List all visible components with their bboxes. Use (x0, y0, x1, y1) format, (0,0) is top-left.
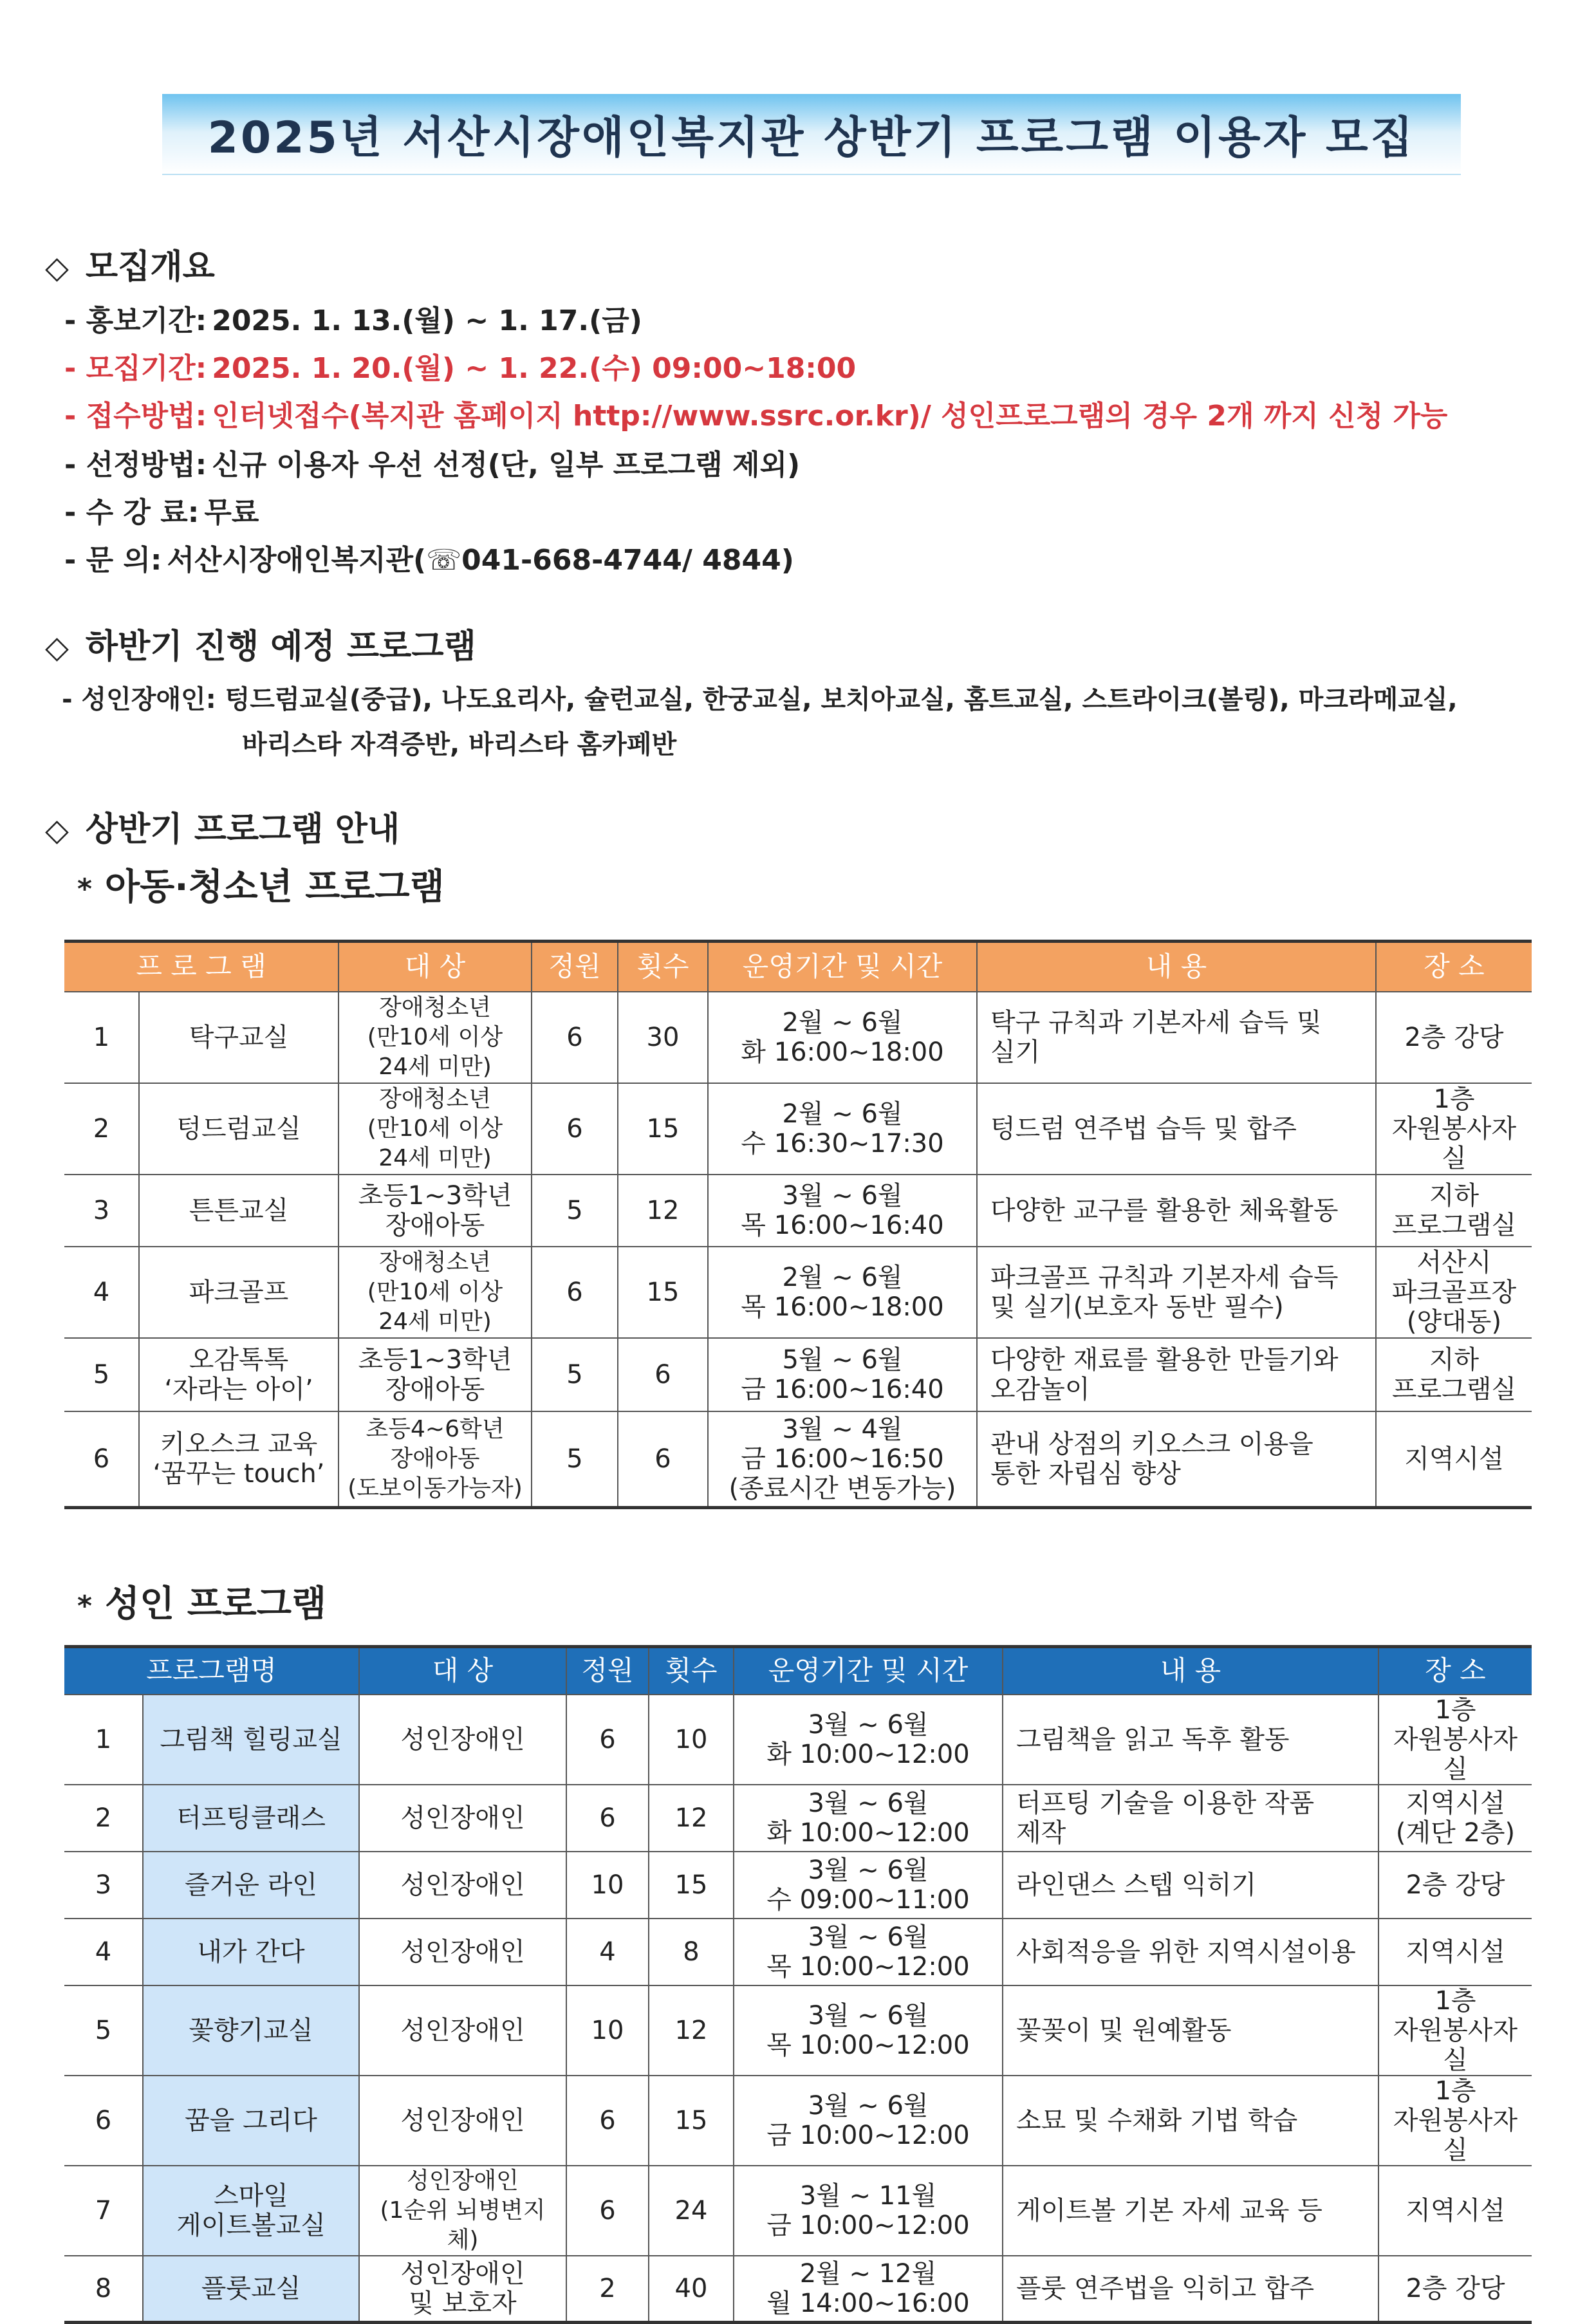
youth-cell-program-name: 키오스크 교육 ‘꿈꾸는 touch’ (139, 1411, 339, 1508)
second-half-line-1: - 성인장애인: 텅드럼교실(중급), 나도요리사, 슐런교실, 한궁교실, 보치아교실, 홈트교실, 스트라이크(볼링), 마크라메교실, (62, 685, 1458, 714)
adult-cell-row-number: 1 (64, 1695, 143, 1785)
adult-cell-target: 성인장애인 (359, 1785, 566, 1852)
adult-cell-content: 꽃꽂이 및 원예활동 (1003, 1985, 1378, 2076)
overview-item (64, 393, 1447, 434)
adult-cell-period: 3월 ~ 6월 화 10:00~12:00 (734, 1785, 1003, 1852)
adult-table-row (64, 1695, 1532, 1785)
adult-cell-capacity: 4 (566, 1919, 649, 1985)
adult-cell-content: 라인댄스 스텝 익히기 (1003, 1852, 1378, 1919)
youth-cell-target: 초등4~6학년 장애아동 (도보이동가능자) (339, 1411, 532, 1508)
youth-cell-period: 3월 ~ 6월 목 16:00~16:40 (708, 1175, 977, 1247)
adult-cell-capacity: 6 (566, 2166, 649, 2256)
adult-cell-capacity: 2 (566, 2256, 649, 2323)
adult-cell-period: 2월 ~ 12월 월 14:00~16:00 (734, 2256, 1003, 2323)
adult-cell-capacity: 10 (566, 1985, 649, 2076)
diamond-bullet-icon: ◇ (45, 250, 69, 286)
adult-cell-session-count: 12 (649, 1985, 734, 2076)
youth-cell-capacity: 6 (532, 992, 618, 1083)
youth-cell-capacity: 5 (532, 1338, 618, 1411)
document-title: 2025년 서산시장애인복지관 상반기 프로그램 이용자 모집 (207, 112, 1416, 163)
adult-program-table (64, 1645, 1532, 2324)
youth-cell-content: 다양한 교구를 활용한 체육활동 (977, 1175, 1376, 1247)
youth-cell-period: 2월 ~ 6월 수 16:30~17:30 (708, 1083, 977, 1175)
adult-cell-session-count: 15 (649, 1852, 734, 1919)
adult-cell-content: 사회적응을 위한 지역시설이용 (1003, 1919, 1378, 1985)
adult-header-target: 대 상 (359, 1647, 566, 1695)
overview-heading: ◇ 모집개요 (45, 248, 215, 286)
youth-cell-row-number: 6 (64, 1411, 139, 1508)
adult-cell-place: 2층 강당 (1378, 2256, 1532, 2323)
overview-item-value: 신규 이용자 우선 선정(단, 일부 프로그램 제외) (212, 449, 801, 481)
youth-cell-program-name: 파크골프 (139, 1247, 339, 1338)
adult-header-period: 운영기간 및 시간 (734, 1647, 1003, 1695)
youth-programs-heading: * 아동·청소년 프로그램 (77, 866, 445, 908)
adult-cell-target: 성인장애인 및 보호자 (359, 2256, 566, 2323)
adult-programs-heading: * 성인 프로그램 (77, 1583, 327, 1625)
youth-cell-place: 1층 자원봉사자실 (1376, 1083, 1532, 1175)
diamond-bullet-icon: ◇ (45, 629, 69, 665)
adult-cell-period: 3월 ~ 6월 목 10:00~12:00 (734, 1985, 1003, 2076)
youth-header-period: 운영기간 및 시간 (708, 942, 977, 992)
youth-cell-period: 5월 ~ 6월 금 16:00~16:40 (708, 1338, 977, 1411)
adult-cell-session-count: 12 (649, 1785, 734, 1852)
youth-cell-content: 텅드럼 연주법 습득 및 합주 (977, 1083, 1376, 1175)
adult-cell-row-number: 6 (64, 2076, 143, 2166)
adult-cell-period: 3월 ~ 6월 화 10:00~12:00 (734, 1695, 1003, 1785)
youth-cell-program-name: 탁구교실 (139, 992, 339, 1083)
overview-item-key: - 모집기간: (64, 352, 207, 385)
adult-cell-capacity: 10 (566, 1852, 649, 1919)
youth-header-program: 프 로 그 램 (64, 942, 339, 992)
youth-cell-session-count: 15 (618, 1247, 708, 1338)
youth-cell-session-count: 30 (618, 992, 708, 1083)
adult-cell-target: 성인장애인 (359, 1919, 566, 1985)
youth-cell-capacity: 5 (532, 1175, 618, 1247)
adult-cell-place: 지역시설 (1378, 2166, 1532, 2256)
adult-cell-capacity: 6 (566, 2076, 649, 2166)
adult-cell-program-name: 스마일 게이트볼교실 (143, 2166, 359, 2256)
adult-table-row (64, 1919, 1532, 1985)
youth-table-row (64, 1411, 1532, 1508)
youth-cell-period: 2월 ~ 6월 목 16:00~18:00 (708, 1247, 977, 1338)
adult-cell-content: 게이트볼 기본 자세 교육 등 (1003, 2166, 1378, 2256)
adult-cell-session-count: 40 (649, 2256, 734, 2323)
adult-cell-content: 터프팅 기술을 이용한 작품 제작 (1003, 1785, 1378, 1852)
adult-cell-period: 3월 ~ 6월 목 10:00~12:00 (734, 1919, 1003, 1985)
adult-cell-target: 성인장애인 (1순위 뇌병변지체) (359, 2166, 566, 2256)
youth-cell-row-number: 1 (64, 992, 139, 1083)
youth-table-row (64, 1247, 1532, 1338)
youth-cell-capacity: 6 (532, 1083, 618, 1175)
second-half-line-2: 바리스타 자격증반, 바리스타 홈카페반 (242, 730, 677, 759)
adult-cell-program-name: 플룻교실 (143, 2256, 359, 2323)
second-half-programs (62, 677, 1458, 767)
adult-cell-content: 소묘 및 수채화 기법 학습 (1003, 2076, 1378, 2166)
youth-cell-program-name: 텅드럼교실 (139, 1083, 339, 1175)
adult-cell-program-name: 그림책 힐링교실 (143, 1695, 359, 1785)
adult-table-row (64, 1785, 1532, 1852)
adult-cell-row-number: 2 (64, 1785, 143, 1852)
youth-cell-capacity: 5 (532, 1411, 618, 1508)
overview-item (64, 489, 259, 530)
overview-item-key: - 수 강 료: (64, 496, 200, 529)
youth-header-count: 횟수 (618, 942, 708, 992)
youth-cell-place: 서산시 파크골프장 (양대동) (1376, 1247, 1532, 1338)
adult-cell-period: 3월 ~ 6월 금 10:00~12:00 (734, 2076, 1003, 2166)
adult-table-row (64, 2256, 1532, 2323)
adult-cell-program-name: 꿈을 그리다 (143, 2076, 359, 2166)
youth-cell-target: 장애청소년 (만10세 이상 24세 미만) (339, 1083, 532, 1175)
overview-item-key: - 문 의: (64, 544, 162, 577)
diamond-bullet-icon: ◇ (45, 812, 69, 848)
adult-header-capacity: 정원 (566, 1647, 649, 1695)
overview-item (64, 297, 642, 339)
asterisk-bullet-icon: * (77, 873, 93, 906)
overview-item-value: 서산시장애인복지관(☏041-668-4744/ 4844) (167, 544, 794, 577)
overview-item-value: 인터넷접수(복지관 홈페이지 http://www.ssrc.or.kr)/ 성인프로그램의 경우 2개 까지 신청 가능 (212, 400, 1448, 432)
adult-table-row (64, 2166, 1532, 2256)
youth-cell-target: 장애청소년 (만10세 이상 24세 미만) (339, 1247, 532, 1338)
adult-cell-place: 지역시설 (계단 2층) (1378, 1785, 1532, 1852)
youth-cell-session-count: 12 (618, 1175, 708, 1247)
youth-cell-program-name: 튼튼교실 (139, 1175, 339, 1247)
adult-header-count: 횟수 (649, 1647, 734, 1695)
youth-cell-content: 관내 상점의 키오스크 이용을 통한 자립심 향상 (977, 1411, 1376, 1508)
adult-cell-row-number: 3 (64, 1852, 143, 1919)
youth-cell-place: 지역시설 (1376, 1411, 1532, 1508)
adult-cell-place: 1층 자원봉사자실 (1378, 1695, 1532, 1785)
youth-cell-target: 장애청소년 (만10세 이상 24세 미만) (339, 992, 532, 1083)
youth-cell-session-count: 15 (618, 1083, 708, 1175)
youth-cell-session-count: 6 (618, 1338, 708, 1411)
adult-cell-period: 3월 ~ 6월 수 09:00~11:00 (734, 1852, 1003, 1919)
adult-cell-session-count: 24 (649, 2166, 734, 2256)
adult-cell-place: 2층 강당 (1378, 1852, 1532, 1919)
second-half-heading: ◇ 하반기 진행 예정 프로그램 (45, 627, 476, 666)
overview-item-value: 2025. 1. 20.(월) ~ 1. 22.(수) 09:00~18:00 (212, 352, 857, 385)
youth-cell-content: 파크골프 규칙과 기본자세 습득 및 실기(보호자 동반 필수) (977, 1247, 1376, 1338)
youth-header-place: 장 소 (1376, 942, 1532, 992)
asterisk-bullet-icon: * (77, 1590, 93, 1623)
adult-header-place: 장 소 (1378, 1647, 1532, 1695)
youth-header-capacity: 정원 (532, 942, 618, 992)
adult-table-row (64, 1852, 1532, 1919)
adult-cell-place: 지역시설 (1378, 1919, 1532, 1985)
overview-item (64, 537, 794, 578)
adult-cell-target: 성인장애인 (359, 2076, 566, 2166)
first-half-heading: ◇ 상반기 프로그램 안내 (45, 810, 400, 849)
youth-cell-row-number: 2 (64, 1083, 139, 1175)
adult-header-program: 프로그램명 (64, 1647, 359, 1695)
adult-cell-capacity: 6 (566, 1695, 649, 1785)
youth-cell-capacity: 6 (532, 1247, 618, 1338)
overview-item-value: 무료 (204, 496, 259, 529)
adult-cell-place: 1층 자원봉사자실 (1378, 1985, 1532, 2076)
youth-cell-content: 다양한 재료를 활용한 만들기와 오감놀이 (977, 1338, 1376, 1411)
adult-header-content: 내 용 (1003, 1647, 1378, 1695)
overview-item (64, 345, 856, 386)
adult-cell-content: 플룻 연주법을 익히고 합주 (1003, 2256, 1378, 2323)
youth-cell-row-number: 5 (64, 1338, 139, 1411)
youth-cell-period: 3월 ~ 4월 금 16:00~16:50 (종료시간 변동가능) (708, 1411, 977, 1508)
adult-cell-program-name: 꽃향기교실 (143, 1985, 359, 2076)
youth-cell-program-name: 오감톡톡 ‘자라는 아이’ (139, 1338, 339, 1411)
adult-cell-content: 그림책을 읽고 독후 활동 (1003, 1695, 1378, 1785)
youth-table-row (64, 1338, 1532, 1411)
adult-table-row (64, 1985, 1532, 2076)
overview-item-key: - 접수방법: (64, 400, 207, 432)
adult-cell-row-number: 5 (64, 1985, 143, 2076)
overview-item-value: 2025. 1. 13.(월) ~ 1. 17.(금) (212, 304, 642, 337)
youth-cell-place: 지하 프로그램실 (1376, 1175, 1532, 1247)
overview-item (64, 442, 800, 483)
adult-cell-session-count: 8 (649, 1919, 734, 1985)
adult-cell-target: 성인장애인 (359, 1695, 566, 1785)
adult-cell-program-name: 내가 간다 (143, 1919, 359, 1985)
adult-cell-row-number: 7 (64, 2166, 143, 2256)
adult-cell-place: 1층 자원봉사자실 (1378, 2076, 1532, 2166)
youth-program-table (64, 940, 1532, 1509)
adult-cell-session-count: 15 (649, 2076, 734, 2166)
youth-cell-target: 초등1~3학년 장애아동 (339, 1175, 532, 1247)
adult-cell-target: 성인장애인 (359, 1852, 566, 1919)
youth-cell-place: 지하 프로그램실 (1376, 1338, 1532, 1411)
youth-header-content: 내 용 (977, 942, 1376, 992)
overview-item-key: - 홍보기간: (64, 304, 207, 337)
youth-cell-period: 2월 ~ 6월 화 16:00~18:00 (708, 992, 977, 1083)
youth-header-target: 대 상 (339, 942, 532, 992)
youth-table-row (64, 992, 1532, 1083)
adult-cell-row-number: 8 (64, 2256, 143, 2323)
adult-cell-session-count: 10 (649, 1695, 734, 1785)
youth-cell-row-number: 3 (64, 1175, 139, 1247)
adult-cell-target: 성인장애인 (359, 1985, 566, 2076)
youth-cell-place: 2층 강당 (1376, 992, 1532, 1083)
youth-table-row (64, 1083, 1532, 1175)
overview-item-key: - 선정방법: (64, 449, 207, 481)
youth-table-row (64, 1175, 1532, 1247)
adult-cell-program-name: 터프팅클래스 (143, 1785, 359, 1852)
adult-cell-row-number: 4 (64, 1919, 143, 1985)
adult-cell-capacity: 6 (566, 1785, 649, 1852)
youth-cell-session-count: 6 (618, 1411, 708, 1508)
adult-table-row (64, 2076, 1532, 2166)
youth-cell-row-number: 4 (64, 1247, 139, 1338)
adult-cell-program-name: 즐거운 라인 (143, 1852, 359, 1919)
adult-cell-period: 3월 ~ 11월 금 10:00~12:00 (734, 2166, 1003, 2256)
youth-cell-content: 탁구 규칙과 기본자세 습득 및 실기 (977, 992, 1376, 1083)
youth-cell-target: 초등1~3학년 장애아동 (339, 1338, 532, 1411)
document-title-banner (162, 94, 1461, 175)
